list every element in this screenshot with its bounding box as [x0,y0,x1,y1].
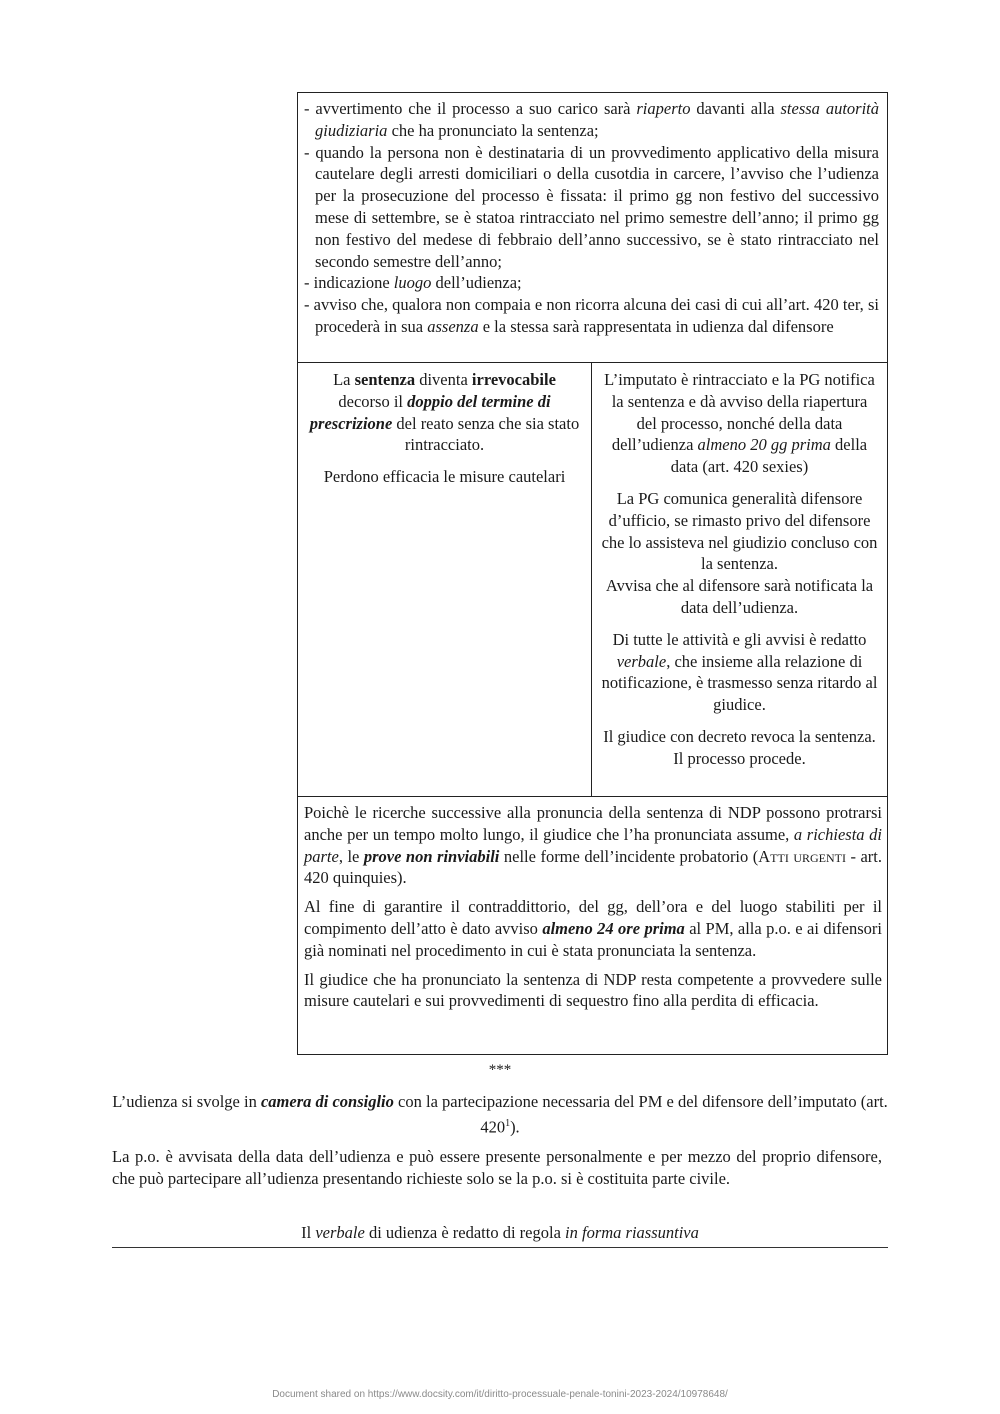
judge-competence-text: Il giudice che ha pronunciato la sentenza di NDP resta competente a provvedere sulle misure cautelari e sui provvedimenti di sequestro fino alla perdita di efficacia. [304,969,882,1011]
verbale-text: Di tutte le attività e gli avvisi è redatto verbale, che insieme alla relazione di notificazione, è trasmesso senza ritardo al giudice. [601,629,878,715]
list-item: - avviso che, qualora non compaia e non ricorra alcuna dei casi di cui all’art. 420 ter, si procederà in sua assenza e la stessa sarà rappresentata in udienza dal difensore [304,295,879,336]
notice-list-box [297,92,888,363]
section-separator: *** [488,1062,512,1078]
adversarial-notice-text: Al fine di garantire il contraddittorio, del gg, dell’ora e del luogo stabiliti per il compimento dell’atto è dato avviso almeno 24 ore prima al PM, alla p.o. e ai difensori già nominati nel procedimento in cui è stata pronunciata la sentenza. [304,897,882,960]
irrevocable-sentence-text: La sentenza diventa irrevocabile decorso il doppio del termine di prescrizione del reato senza che sia stato rintracciato. [309,370,580,455]
defender-notice-text: La PG comunica generalità difensore d’ufficio, se rimasto privo del difensore che lo assisteva nel giudizio concluso con la sentenza. Avvisa che al difensore sarà notificata la data dell’udienza. [601,488,878,617]
list-item: - quando la persona non è destinataria di un provvedimento applicativo della misura cautelare degli arresti domiciliari o della cusotdia in carcere, l’avviso che l’udienza per la prosecuzione del processo è fissata: il primo gg non festivo del successivo mese di settembre, se è statoa rintracciato nel primo semestre dell’anno; il primo gg non festivo del medese di febbraio dell’anno successivo, se è stato rintracciato nel secondo semestre dell’anno; [304,142,879,271]
bottom-rule [112,1247,888,1248]
right-column-box [591,362,888,797]
footer-source-link[interactable]: Document shared on https://www.docsity.com/it/diritto-processuale-penale-tonini-2023-2024/10978648/ [272,1389,728,1400]
non-deferrable-evidence-text: Poichè le ricerche successive alla pronuncia della sentenza di NDP possono protrarsi anche per un tempo molto lungo, il giudice che l’ha pronunciata assume, a richiesta di parte, le prove non rinviabili nelle forme dell’incidente probatorio (Atti urgenti - art. 420 quinquies). [304,803,883,888]
list-item: - avvertimento che il processo a suo carico sarà riaperto davanti alla stessa autorità giudiziaria che ha pronunciato la sentenza; [304,99,879,140]
revocation-text: Il giudice con decreto revoca la sentenza. Il processo procede. [603,726,876,768]
cautionary-measures-text: Perdono efficacia le misure cautelari [323,467,566,487]
left-column-box [297,362,592,797]
verbale-paragraph: Il verbale di udienza è redatto di regola in forma riassuntiva [301,1223,699,1242]
traced-defendant-text: L’imputato è rintracciato e la PG notifica la sentenza e dà avviso della riapertura del processo, nonché della data dell’udienza almeno 20 gg prima della data (art. 420 sexies) [604,370,875,477]
list-item: - indicazione luogo dell’udienza; [304,273,522,293]
urgent-acts-box [297,796,888,1055]
victim-paragraph: La p.o. è avvisata della data dell’udienza e può essere presente personalmente e per mezzo del proprio difensore, che può partecipare all’udienza presentando richieste solo se la p.o. si è costituita parte civile. [112,1147,882,1188]
hearing-paragraph: L’udienza si svolge in camera di consiglio con la partecipazione necessaria del PM e del difensore dell’imputato (art. $420^1$). [112,1092,888,1137]
